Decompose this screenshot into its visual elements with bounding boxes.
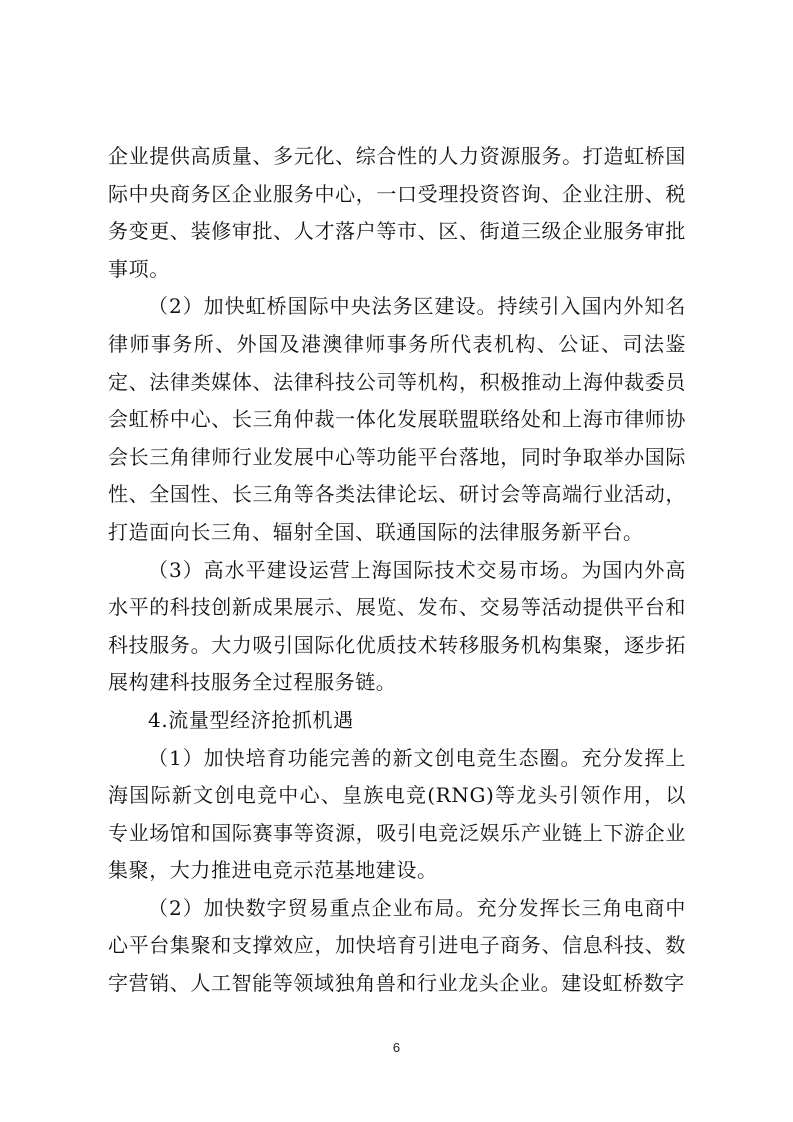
paragraph-technology-market: （3）高水平建设运营上海国际技术交易市场。为国内外高水平的科技创新成果展示、展览、发布、交易等活动提供平台和科技服务。大力吸引国际化优质技术转移服务机构集聚，逐步拓展构建科技服务全过程服务链。 — [108, 557, 686, 695]
paragraph-legal-district: （2）加快虹桥国际中央法务区建设。持续引入国内外知名律师事务所、外国及港澳律师事务所代表机构、公证、司法鉴定、法律类媒体、法律科技公司等机构，积极推动上海仲裁委员会虹桥中心、长三角仲裁一体化发展联盟联络处和上海市律师协会长三角律师行业发展中心等功能平台落地，同时争取举办国际性、全国性、长三角等各类法律论坛、研讨会等高端行业活动，打造面向长三角、辐射全国、联通国际的法律服务新平台。 — [108, 294, 686, 544]
paragraph-esports-ecosystem: （1）加快培育功能完善的新文创电竞生态圈。充分发挥上海国际新文创电竞中心、皇族电竞(RNG)等龙头引领作用，以专业场馆和国际赛事等资源，吸引电竞泛娱乐产业链上下游企业集聚，大力推进电竞示范基地建设。 — [108, 745, 686, 883]
section-heading-flow-economy: 4.流量型经济抢抓机遇 — [148, 707, 354, 732]
paragraph-enterprise-services: 企业提供高质量、多元化、综合性的人力资源服务。打造虹桥国际中央商务区企业服务中心，一口受理投资咨询、企业注册、税务变更、装修审批、人才落户等市、区、街道三级企业服务审批事项。 — [108, 144, 686, 281]
page-number: 6 — [392, 1040, 401, 1055]
paragraph-digital-trade: （2）加快数字贸易重点企业布局。充分发挥长三角电商中心平台集聚和支撑效应，加快培育引进电子商务、信息科技、数字营销、人工智能等领域独角兽和行业龙头企业。建设虹桥数字 — [108, 895, 686, 996]
document-body — [108, 138, 686, 1003]
